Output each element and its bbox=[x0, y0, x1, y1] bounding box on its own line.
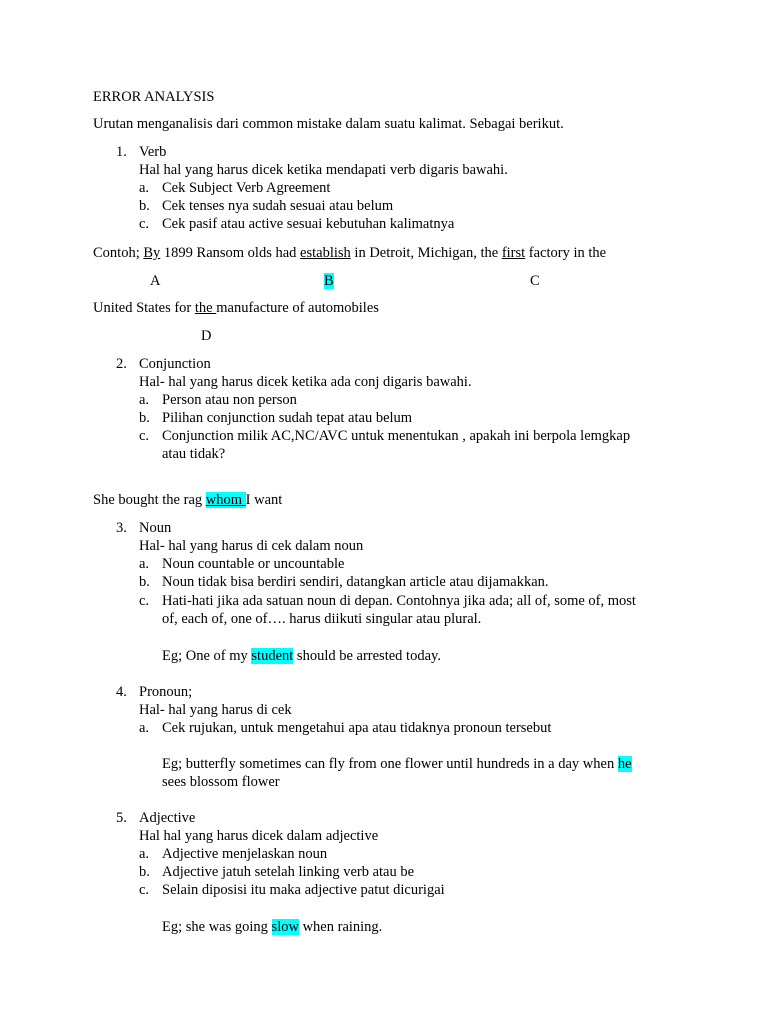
section-2-item-c: Conjunction milik AC,NC/AVC untuk menentukan , apakah ini berpola lemgkap bbox=[162, 428, 631, 444]
conjunction-example bbox=[93, 491, 282, 509]
highlighted-word-slow: slow bbox=[271, 919, 299, 935]
section-4-item-a: Cek rujukan, untuk mengetahui apa atau tidaknya pronoun tersebut bbox=[162, 720, 552, 736]
section-4-number: 4. bbox=[116, 684, 127, 700]
section-3-heading: Noun bbox=[139, 520, 172, 536]
section-5-heading: Adjective bbox=[139, 810, 196, 826]
example-text: Eg; One of my bbox=[162, 648, 252, 664]
section-2-item-b: Pilihan conjunction sudah tepat atau belum bbox=[162, 410, 413, 426]
example-text: She bought the rag bbox=[93, 492, 206, 508]
section-1-description: Hal hal yang harus dicek ketika mendapati verb digaris bawahi. bbox=[139, 162, 508, 178]
underlined-option-a: By bbox=[143, 245, 161, 261]
section-3-item-a: Noun countable or uncountable bbox=[162, 556, 345, 572]
section-3-item-b: Noun tidak bisa berdiri sendiri, datangkan article atau dijamakkan. bbox=[162, 574, 549, 590]
example-text: when raining. bbox=[298, 919, 383, 935]
section-2-number: 2. bbox=[116, 356, 127, 372]
example-sentence-line-2 bbox=[93, 299, 379, 317]
section-1-number: 1. bbox=[116, 144, 127, 160]
underlined-option-b: establish bbox=[300, 245, 351, 261]
pronoun-example-continued: sees blossom flower bbox=[162, 774, 280, 790]
option-label-d: D bbox=[201, 328, 212, 344]
example-text: should be arrested today. bbox=[293, 648, 441, 664]
example-text: Contoh; bbox=[93, 245, 144, 261]
section-5-item-b: Adjective jatuh setelah linking verb atau be bbox=[162, 864, 415, 880]
example-text: factory in the bbox=[525, 245, 607, 261]
section-5-item-a-marker: a. bbox=[139, 846, 150, 862]
underlined-option-d: the bbox=[194, 300, 217, 316]
pronoun-example bbox=[162, 755, 632, 773]
section-2-item-b-marker: b. bbox=[139, 410, 150, 426]
example-text: in Detroit, Michigan, the bbox=[350, 245, 502, 261]
section-5-number: 5. bbox=[116, 810, 127, 826]
section-3-item-c: Hati-hati jika ada satuan noun di depan. Contohnya jika ada; all of, some of, most bbox=[162, 593, 636, 609]
section-1-item-b: Cek tenses nya sudah sesuai atau belum bbox=[162, 198, 394, 214]
example-text: United States for bbox=[93, 300, 195, 316]
section-3-item-c-continued: of, each of, one of…. harus diikuti singular atau plural. bbox=[162, 611, 482, 627]
adjective-example bbox=[162, 918, 382, 936]
section-5-description: Hal hal yang harus dicek dalam adjective bbox=[139, 828, 379, 844]
example-text: manufacture of automobiles bbox=[216, 300, 379, 316]
example-text: I want bbox=[245, 492, 283, 508]
section-2-description: Hal- hal yang harus dicek ketika ada conj digaris bawahi. bbox=[139, 374, 472, 390]
document-title: ERROR ANALYSIS bbox=[93, 89, 215, 105]
underlined-option-c: first bbox=[501, 245, 526, 261]
highlighted-word-whom: whom bbox=[205, 492, 246, 508]
section-3-item-c-marker: c. bbox=[139, 593, 150, 609]
section-2-item-a: Person atau non person bbox=[162, 392, 297, 408]
section-4-heading: Pronoun; bbox=[139, 684, 193, 700]
section-1-item-a-marker: a. bbox=[139, 180, 150, 196]
section-1-item-c-marker: c. bbox=[139, 216, 150, 232]
section-1-item-a: Cek Subject Verb Agreement bbox=[162, 180, 331, 196]
section-5-item-b-marker: b. bbox=[139, 864, 150, 880]
section-4-description: Hal- hal yang harus di cek bbox=[139, 702, 292, 718]
section-5-item-c: Selain diposisi itu maka adjective patut dicurigai bbox=[162, 882, 445, 898]
section-3-item-a-marker: a. bbox=[139, 556, 150, 572]
section-1-item-c: Cek pasif atau active sesuai kebutuhan kalimatnya bbox=[162, 216, 455, 232]
intro-paragraph: Urutan menganalisis dari common mistake dalam suatu kalimat. Sebagai berikut. bbox=[93, 116, 564, 132]
section-1-item-b-marker: b. bbox=[139, 198, 150, 214]
example-text: Eg; she was going bbox=[162, 919, 272, 935]
example-sentence-line-1 bbox=[93, 244, 606, 262]
option-label-a: A bbox=[150, 273, 161, 289]
example-text: 1899 Ransom olds had bbox=[160, 245, 301, 261]
noun-example bbox=[162, 647, 441, 665]
section-4-item-a-marker: a. bbox=[139, 720, 150, 736]
section-3-item-b-marker: b. bbox=[139, 574, 150, 590]
highlighted-word-he: he bbox=[617, 756, 632, 772]
example-text: Eg; butterfly sometimes can fly from one flower until hundreds in a day when bbox=[162, 756, 618, 772]
section-1-heading: Verb bbox=[139, 144, 167, 160]
section-3-number: 3. bbox=[116, 520, 127, 536]
section-5-item-c-marker: c. bbox=[139, 882, 150, 898]
section-2-item-c-continued: atau tidak? bbox=[162, 446, 226, 462]
section-2-heading: Conjunction bbox=[139, 356, 211, 372]
option-label-b bbox=[324, 272, 334, 290]
section-5-item-a: Adjective menjelaskan noun bbox=[162, 846, 328, 862]
section-2-item-a-marker: a. bbox=[139, 392, 150, 408]
highlighted-option-b: B bbox=[324, 273, 334, 289]
section-2-item-c-marker: c. bbox=[139, 428, 150, 444]
highlighted-word-student: student bbox=[251, 648, 294, 664]
option-label-c: C bbox=[530, 273, 540, 289]
section-3-description: Hal- hal yang harus di cek dalam noun bbox=[139, 538, 364, 554]
